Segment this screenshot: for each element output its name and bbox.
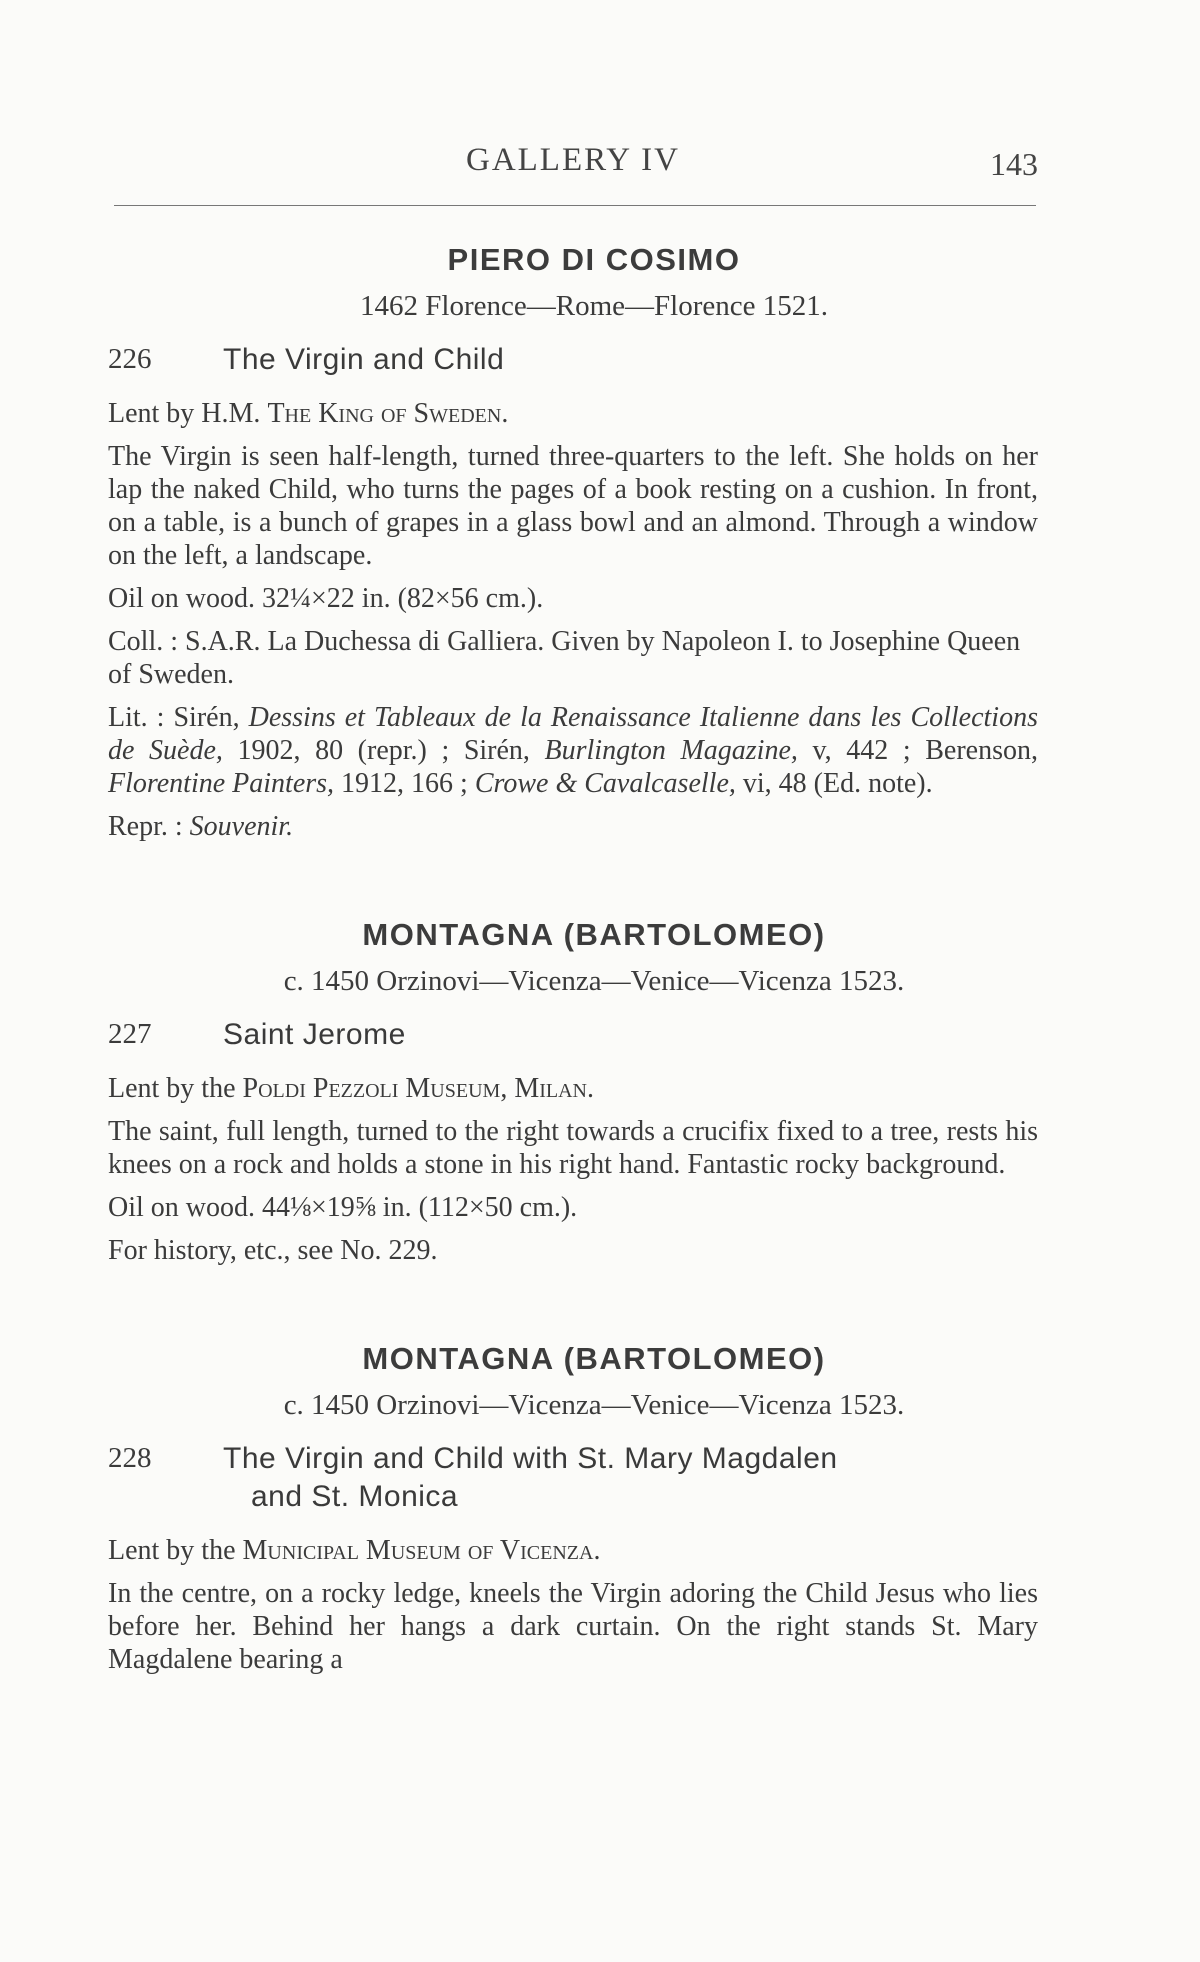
reproduction-line [108, 810, 1038, 843]
lender-line [108, 1534, 1038, 1567]
lender-suffix: . [586, 1073, 594, 1104]
entry-title: The Virgin and Child [223, 343, 505, 376]
artist-name: PIERO DI COSIMO [447, 242, 741, 277]
entry-description: The Virgin is seen half-length, turned three-quarters to the left. She holds on her lap the naked Child, who turns the pages of a book resting on a cushion. In front, on a table, is a bunch of grapes in a glass bowl and an almond. Through a window on the left, a landscape. [108, 441, 1038, 571]
lit-title-4: Crowe & Cavalcaselle, [474, 768, 736, 799]
entry-title-line-2: and St. Monica [251, 1480, 459, 1513]
entry-number: 228 [108, 1442, 152, 1474]
entry-description: In the centre, on a rocky ledge, kneels the Virgin adoring the Child Jesus who lies before her. Behind her hangs a dark curtain. On the right stands St. Mary Magdalene bearing a [108, 1578, 1038, 1675]
entry-heading [108, 1016, 1038, 1054]
lender-line [108, 397, 1038, 430]
lender-suffix: . [501, 398, 509, 429]
lender-name: Municipal Museum of Vicenza [242, 1535, 594, 1566]
section-spacer [108, 843, 1038, 917]
entry-number: 226 [108, 343, 152, 375]
history-reference: For history, etc., see No. 229. [108, 1235, 438, 1266]
medium-dimensions: Oil on wood. 32¼×22 in. (82×56 cm.). [108, 583, 544, 614]
literature-references [108, 701, 1038, 800]
catalogue-content [108, 242, 1038, 1676]
repr-title: Souvenir. [189, 811, 294, 842]
entry-description: The saint, full length, turned to the right towards a crucifix fixed to a tree, rests his knees on a rock and holds a stone in his right hand. Fantastic rocky background. [108, 1116, 1038, 1180]
medium-dimensions: Oil on wood. 44⅛×19⅝ in. (112×50 cm.). [108, 1192, 578, 1223]
entry-title [223, 1440, 838, 1516]
artist-dates: c. 1450 Orzinovi—Vicenza—Venice—Vicenza 1523. [283, 1389, 905, 1421]
entry-number: 227 [108, 1018, 152, 1050]
header-rule [114, 205, 1036, 206]
artist-dates: 1462 Florence—Rome—Florence 1521. [360, 290, 828, 322]
lender-name: Poldi Pezzoli Museum, Milan [242, 1073, 587, 1104]
page-number: 143 [990, 146, 1038, 182]
catalogue-entry-227 [108, 917, 1038, 1267]
lender-prefix: Lent by the [108, 1535, 243, 1566]
artist-dates: c. 1450 Orzinovi—Vicenza—Venice—Vicenza 1523. [283, 965, 905, 997]
entry-heading [108, 341, 1038, 379]
catalogue-entry-226 [108, 242, 1038, 843]
lit-text-4: vi, 48 (Ed. note). [735, 768, 933, 799]
running-title: GALLERY IV [465, 142, 680, 178]
running-head [108, 142, 1038, 182]
lit-title-3: Florentine Painters, [108, 768, 335, 799]
artist-name: MONTAGNA (BARTOLOMEO) [362, 917, 826, 952]
lender-name: The King of Sweden [267, 398, 502, 429]
repr-prefix: Repr. : [108, 811, 190, 842]
lit-text-3: 1912, 166 ; [334, 768, 475, 799]
lit-text-2: v, 442 ; Berenson, [797, 735, 1039, 766]
catalogue-page [108, 0, 1038, 1962]
artist-name: MONTAGNA (BARTOLOMEO) [362, 1341, 826, 1376]
lit-title-1: Dessins et Tableaux de la Renaissance Italienne dans les Collections de Suède, [108, 702, 1038, 766]
collection-history: Coll. : S.A.R. La Duchessa di Galliera. Given by Napoleon I. to Josephine Queen of Sweden. [108, 626, 1021, 690]
lender-prefix: Lent by the [108, 1073, 243, 1104]
entry-heading [108, 1440, 1038, 1516]
lit-prefix: Lit. : Sirén, [108, 702, 249, 733]
lender-prefix: Lent by H.M. [108, 398, 268, 429]
entry-title-line-1: The Virgin and Child with St. Mary Magdalen [223, 1442, 838, 1475]
section-spacer [108, 1267, 1038, 1341]
entry-title: Saint Jerome [223, 1018, 406, 1051]
lender-suffix: . [593, 1535, 601, 1566]
lender-line [108, 1072, 1038, 1105]
catalogue-entry-228 [108, 1341, 1038, 1676]
lit-title-2: Burlington Magazine, [544, 735, 798, 766]
lit-text-1: 1902, 80 (repr.) ; Sirén, [222, 735, 545, 766]
